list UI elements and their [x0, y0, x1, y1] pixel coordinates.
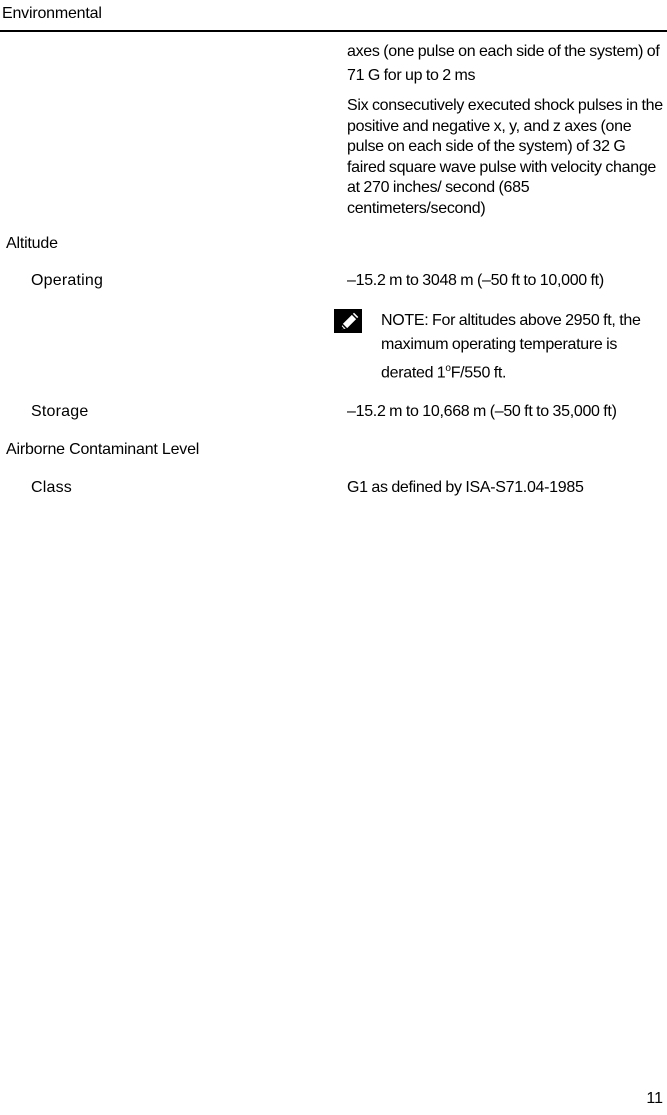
class-value: G1 as defined by ISA-S71.04-1985 — [347, 479, 584, 496]
storage-label: Storage — [31, 403, 89, 420]
shock-continuation-text: axes (one pulse on each side of the system) of 71 G for up to 2 ms — [347, 43, 660, 84]
altitude-heading: Altitude — [6, 235, 58, 252]
note-label: NOTE: — [381, 312, 429, 329]
note-pencil-icon — [334, 309, 362, 333]
note-body: For altitudes above 2950 ft, the maximum operating temperature is derated 1 — [381, 312, 641, 382]
operating-label: Operating — [31, 272, 104, 289]
note-suffix: F/550 ft. — [450, 364, 507, 382]
page-number: 11 — [646, 1090, 663, 1107]
storage-value: –15.2 m to 10,668 m (–50 ft to 35,000 ft) — [347, 403, 617, 420]
operating-value: –15.2 m to 3048 m (–50 ft to 10,000 ft) — [347, 272, 604, 289]
altitude-note — [381, 309, 663, 385]
page-header — [0, 0, 667, 32]
note-degree: o — [445, 363, 451, 374]
class-label: Class — [31, 479, 73, 496]
shock-description-text: Six consecutively executed shock pulses in the positive and negative x, y, and z axes (one pulse on each side of the system) of 32 G faired square wave pulse with velocity change at 270 inches/ second (685 centimeters/second) — [347, 97, 663, 217]
header-title: Environmental — [2, 5, 102, 22]
contaminant-heading: Airborne Contaminant Level — [6, 441, 200, 458]
